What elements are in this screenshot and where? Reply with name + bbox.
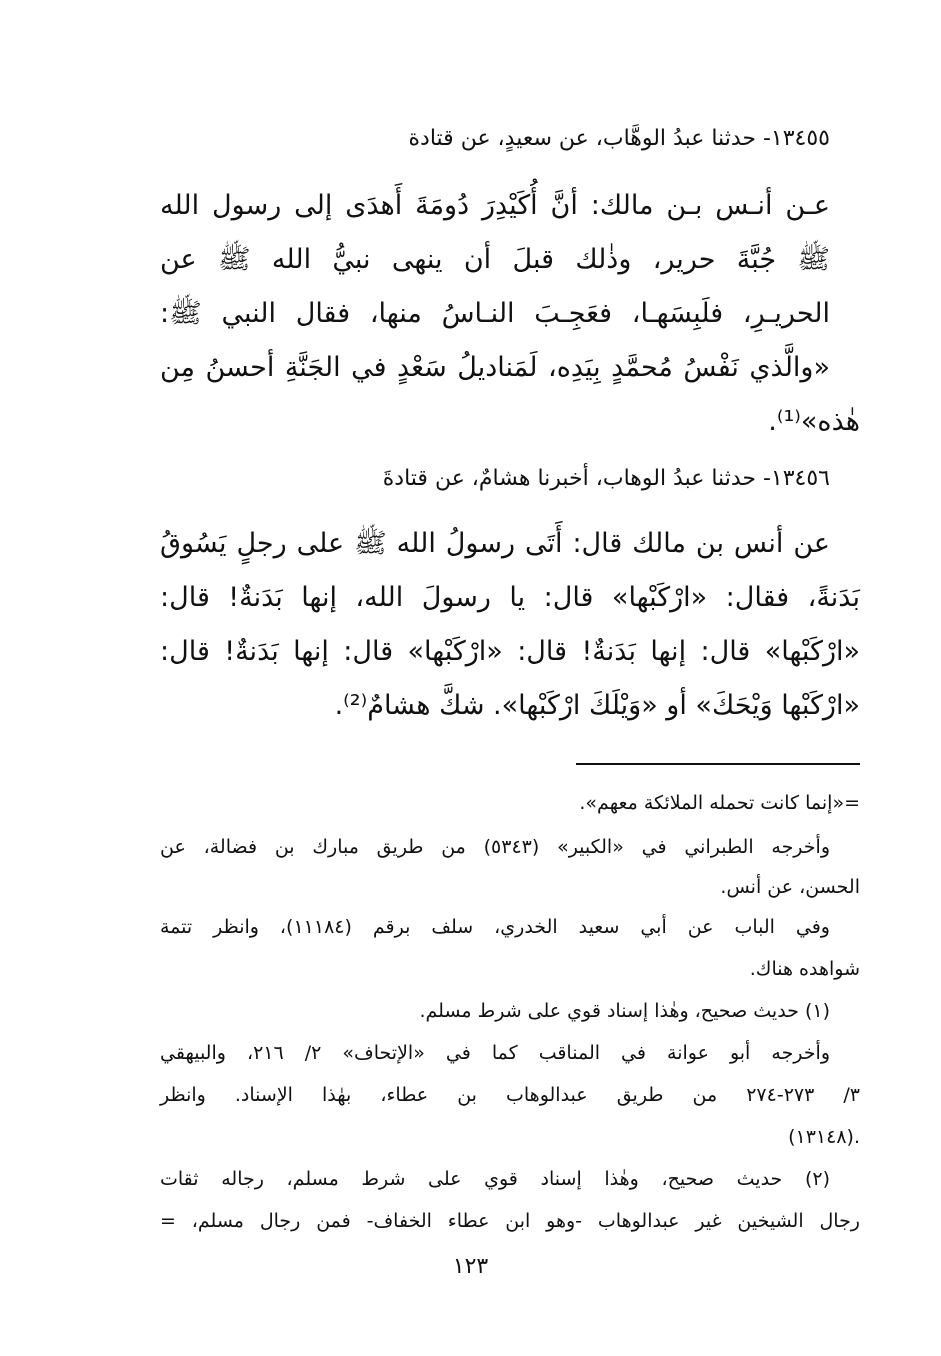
footnote-line-4: وفي الباب عن أبي سعيد الخدري، سلف برقم (١١١٨٤)، وانظر تتمة <box>160 916 830 938</box>
footnote-line-10: (٢) حديث صحيح، وهٰذا إسناد قوي على شرط مسلم، رجاله ثقات <box>160 1168 830 1190</box>
footnote-line-3: الحسن، عن أنس. <box>720 876 860 898</box>
hadith-13455-line-4: «والَّذي نَفْسُ مُحمَّدٍ بِيَدِه، لَمَناديلُ سَعْدٍ في الجَنَّةِ أحسنُ مِن <box>160 352 830 383</box>
hadith-13456-line-3: «ارْكَبْها» قال: إنها بَدَنةٌ! قال: «ارْكَبْها» قال: إنها بَدَنةٌ! قال: <box>160 636 860 667</box>
footnote-line-11: رجال الشيخين غير عبدالوهاب -وهو ابن عطاء الخفاف- فمن رجال مسلم، = <box>160 1210 860 1232</box>
hadith-13455-line-5: هٰذه»⁽¹⁾. <box>768 406 860 437</box>
hadith-13455-line-2: ﷺ جُبَّةَ حرير، وذٰلك قبلَ أن ينهى نبيُّ الله ﷺ عن <box>160 244 830 275</box>
footnote-line-8: ٣/ ٢٧٣-٢٧٤ من طريق عبدالوهاب بن عطاء، بهٰذا الإسناد. وانظر <box>160 1084 860 1106</box>
hadith-13456-heading: ١٣٤٥٦- حدثنا عبدُ الوهاب، أخبرنا هشامٌ، عن قتادةَ <box>382 466 830 491</box>
footnote-line-2: وأخرجه الطبراني في «الكبير» (٥٣٤٣) من طريق مبارك بن فضالة، عن <box>160 836 830 858</box>
footnote-line-1: =«إنما كانت تحمله الملائكة معهم». <box>579 792 860 814</box>
footnote-line-6: (١) حديث صحيح، وهٰذا إسناد قوي على شرط مسلم. <box>419 1000 830 1022</box>
footnote-line-7: وأخرجه أبو عوانة في المناقب كما في «الإتحاف» ٢/ ٢١٦، والبيهقي <box>160 1042 830 1064</box>
hadith-13456-line-1: عن أنس بن مالك قال: أَتَى رسولُ الله ﷺ على رجلٍ يَسُوقُ <box>160 528 830 559</box>
hadith-13456-line-2: بَدَنةً، فقال: «ارْكَبْها» قال: يا رسولَ الله، إنها بَدَنةٌ! قال: <box>160 582 860 613</box>
hadith-13456-line-4: «ارْكَبْها وَيْحَكَ» أو «وَيْلَكَ ارْكَبْها». شكَّ هشامٌ⁽²⁾. <box>334 690 860 721</box>
footnote-line-5: شواهده هناك. <box>749 958 860 980</box>
page-number: ١٢٣ <box>452 1254 489 1279</box>
footnote-separator <box>576 763 860 765</box>
footnote-line-9: (١٣١٤٨). <box>788 1126 860 1148</box>
hadith-13455-line-1: عـن أنـس بـن مالك: أنَّ أُكَيْدِرَ دُومَةَ أَهدَى إلى رسول الله <box>160 190 830 221</box>
hadith-13455-line-3: الحريـرِ، فلَبِسَهـا، فعَجِـبَ النـاسُ منها، فقال النبي ﷺ: <box>160 298 830 329</box>
hadith-13455-heading: ١٣٤٥٥- حدثنا عبدُ الوهَّاب، عن سعيدٍ، عن قتادة <box>408 126 830 151</box>
